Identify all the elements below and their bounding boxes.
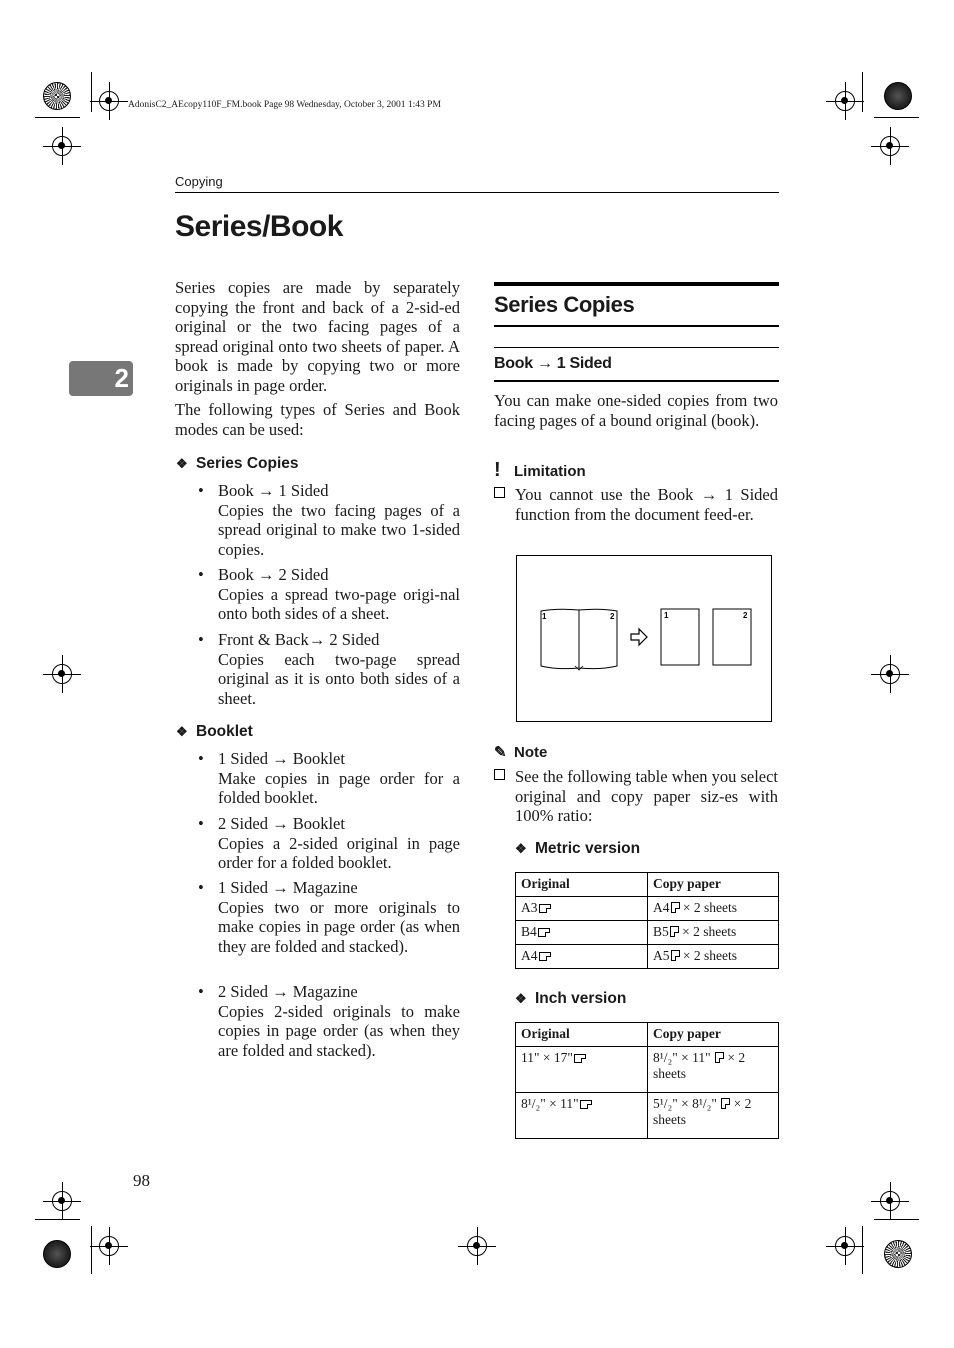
bullet-icon: • — [198, 982, 204, 1001]
copy-qty: × 2 sheets — [682, 924, 737, 939]
color-target-bottom-right — [884, 1240, 912, 1268]
diamond-icon: ❖ — [176, 724, 188, 739]
color-target-bottom-left — [43, 1240, 71, 1268]
table-cell — [516, 921, 648, 945]
file-info: AdonisC2_AEcopy110F_FM.book Page 98 Wednesday, October 3, 2001 1:43 PM — [128, 100, 441, 110]
landscape-paper-icon — [574, 1054, 586, 1063]
copy-qty: × 2 sheets — [682, 900, 737, 915]
table-cell — [648, 921, 779, 945]
inch-table — [515, 1022, 779, 1139]
diamond-icon: ❖ — [515, 841, 527, 856]
portrait-paper-icon — [721, 1098, 730, 1109]
booklet-heading — [176, 723, 253, 741]
copy-size: 5¹/₂" × 8¹/₂" — [653, 1096, 717, 1111]
list-item — [198, 982, 460, 1060]
list-item-name: 1 Sided → Booklet — [218, 749, 345, 768]
crop-mark — [35, 1219, 80, 1220]
book-copy-illustration — [517, 556, 771, 721]
metric-table — [515, 872, 779, 969]
limitation-label: Limitation — [514, 463, 586, 480]
list-item-desc: Copies two or more originals to make copies in page order (as when they are folded and stacked). — [218, 897, 460, 956]
note-item — [494, 767, 778, 826]
bullet-icon: • — [198, 814, 204, 833]
table-header-cell: Original — [516, 1023, 648, 1047]
landscape-paper-icon — [580, 1100, 592, 1109]
list-item — [198, 749, 460, 808]
copy-qty: × 2 sheets — [653, 1096, 752, 1127]
limitation-heading — [494, 459, 586, 482]
series-copies-heading-label: Series Copies — [196, 455, 299, 472]
landscape-paper-icon — [539, 952, 551, 961]
metric-heading-label: Metric version — [535, 840, 641, 857]
figure-output-label: 1 — [664, 611, 669, 620]
original-size: A4 — [521, 948, 538, 963]
table-cell — [648, 1047, 779, 1093]
portrait-paper-icon — [671, 902, 680, 913]
table-row — [516, 921, 779, 945]
list-item-name: Book → 2 Sided — [218, 565, 329, 584]
crop-mark — [862, 72, 863, 112]
bullet-icon: • — [198, 630, 204, 649]
bullet-icon: • — [198, 565, 204, 584]
subsection-rule — [494, 380, 779, 382]
list-item-desc: Copies the two facing pages of a spread original to make two 1-sided copies. — [218, 500, 460, 559]
bullet-icon: • — [198, 481, 204, 500]
list-item-name: Front & Back→ 2 Sided — [218, 630, 380, 649]
registration-mark — [99, 91, 119, 111]
subsection-body: You can make one-sided copies from two facing pages of a bound original (book). — [494, 391, 778, 430]
crop-mark — [91, 72, 92, 112]
table-row — [516, 897, 779, 921]
registration-mark — [835, 1236, 855, 1256]
section-top-bar — [494, 282, 779, 286]
list-item-desc: Copies a 2-sided original in page order for a folded booklet. — [218, 833, 460, 872]
list-item — [198, 565, 460, 624]
table-cell — [648, 1093, 779, 1139]
portrait-paper-icon — [671, 950, 680, 961]
subsection-rule — [494, 347, 779, 348]
registration-mark — [52, 1191, 72, 1211]
header-rule — [175, 192, 779, 193]
original-size: 11" × 17" — [521, 1050, 573, 1065]
page-number: 98 — [133, 1171, 150, 1190]
figure-page-label: 1 — [542, 612, 547, 621]
list-item — [198, 481, 460, 559]
chapter-tab: 2 — [69, 361, 133, 396]
section-title: Series Copies — [494, 292, 635, 317]
metric-heading — [515, 840, 640, 858]
table-header-cell: Original — [516, 873, 648, 897]
portrait-paper-icon — [715, 1052, 724, 1063]
series-copies-heading — [176, 455, 299, 473]
table-row — [516, 945, 779, 969]
table-row — [516, 1093, 779, 1139]
crop-mark — [862, 1226, 863, 1274]
table-cell — [516, 945, 648, 969]
note-text: See the following table when you select original and copy paper siz-es with 100% ratio: — [515, 767, 779, 825]
diamond-icon: ❖ — [515, 991, 527, 1006]
figure-output-label: 2 — [743, 611, 748, 620]
crop-mark — [91, 1226, 92, 1274]
registration-mark — [467, 1236, 487, 1256]
portrait-paper-icon — [670, 926, 679, 937]
arrow-right-icon — [631, 629, 647, 645]
original-size: A3 — [521, 900, 538, 915]
list-item-name: 1 Sided → Magazine — [218, 878, 358, 897]
pencil-icon: ✎ — [494, 744, 507, 761]
copy-size: 8¹/₂" × 11" — [653, 1050, 711, 1065]
table-cell — [648, 897, 779, 921]
table-row — [516, 1047, 779, 1093]
copy-size: B5 — [653, 924, 669, 939]
table-cell — [516, 897, 648, 921]
registration-mark — [99, 1236, 119, 1256]
table-header-row — [516, 873, 779, 897]
bullet-icon: • — [198, 878, 204, 897]
page-title: Series/Book — [175, 210, 343, 243]
landscape-paper-icon — [538, 928, 550, 937]
subsection-title: Book → 1 Sided — [494, 355, 612, 372]
list-item-desc: Copies a spread two-page origi-nal onto both sides of a sheet. — [218, 584, 460, 623]
color-target-top-right — [884, 82, 912, 110]
list-item-name: Book → 1 Sided — [218, 481, 329, 500]
landscape-paper-icon — [539, 904, 551, 913]
list-item-name: 2 Sided → Magazine — [218, 982, 358, 1001]
original-size: 8¹/₂" × 11" — [521, 1096, 579, 1111]
list-item — [198, 814, 460, 873]
registration-mark — [52, 664, 72, 684]
figure-page-label: 2 — [610, 612, 615, 621]
color-target-top-left — [43, 82, 71, 110]
crop-mark — [35, 117, 80, 118]
exclamation-icon: ! — [494, 459, 501, 481]
note-label: Note — [514, 744, 548, 761]
copy-size: A4 — [653, 900, 670, 915]
inch-heading — [515, 990, 626, 1008]
copy-qty: × 2 sheets — [653, 1050, 746, 1081]
list-item-desc: Copies 2-sided originals to make copies in page order (as when they are folded and stacked). — [218, 1001, 460, 1060]
table-header-cell: Copy paper — [648, 1023, 779, 1047]
inch-heading-label: Inch version — [535, 990, 627, 1007]
diamond-icon: ❖ — [176, 456, 188, 471]
list-item — [198, 630, 460, 708]
copy-size: A5 — [653, 948, 670, 963]
running-header: Copying — [175, 174, 223, 189]
list-item — [198, 878, 460, 956]
list-item-name: 2 Sided → Booklet — [218, 814, 345, 833]
intro-paragraph-2: The following types of Series and Book modes can be used: — [175, 400, 460, 439]
registration-mark — [880, 136, 900, 156]
registration-mark — [52, 136, 72, 156]
table-cell — [648, 945, 779, 969]
table-cell — [516, 1093, 648, 1139]
section-rule — [494, 325, 779, 327]
registration-mark — [880, 664, 900, 684]
intro-paragraph-1: Series copies are made by separately copying the front and back of a 2-sid-ed original or the two facing pages of a spread original onto two sheets of paper. A book is made by copying two or more originals in page order. — [175, 278, 460, 395]
crop-mark — [874, 117, 919, 118]
copy-qty: × 2 sheets — [682, 948, 737, 963]
registration-mark — [880, 1191, 900, 1211]
table-header-cell: Copy paper — [648, 873, 779, 897]
original-size: B4 — [521, 924, 537, 939]
list-item-desc: Make copies in page order for a folded booklet. — [218, 768, 460, 807]
registration-mark — [835, 91, 855, 111]
list-item-desc: Copies each two-page spread original as it is onto both sides of a sheet. — [218, 649, 460, 708]
limitation-text: You cannot use the Book → 1 Sided function from the document feed-er. — [515, 485, 778, 524]
crop-mark — [874, 1219, 919, 1220]
bullet-icon: • — [198, 749, 204, 768]
book-to-1-sided-figure — [516, 555, 772, 722]
checkbox-icon — [494, 487, 505, 498]
limitation-item — [494, 485, 778, 524]
checkbox-icon — [494, 769, 505, 780]
booklet-heading-label: Booklet — [196, 723, 253, 740]
note-heading — [494, 743, 547, 761]
table-header-row — [516, 1023, 779, 1047]
table-cell — [516, 1047, 648, 1093]
